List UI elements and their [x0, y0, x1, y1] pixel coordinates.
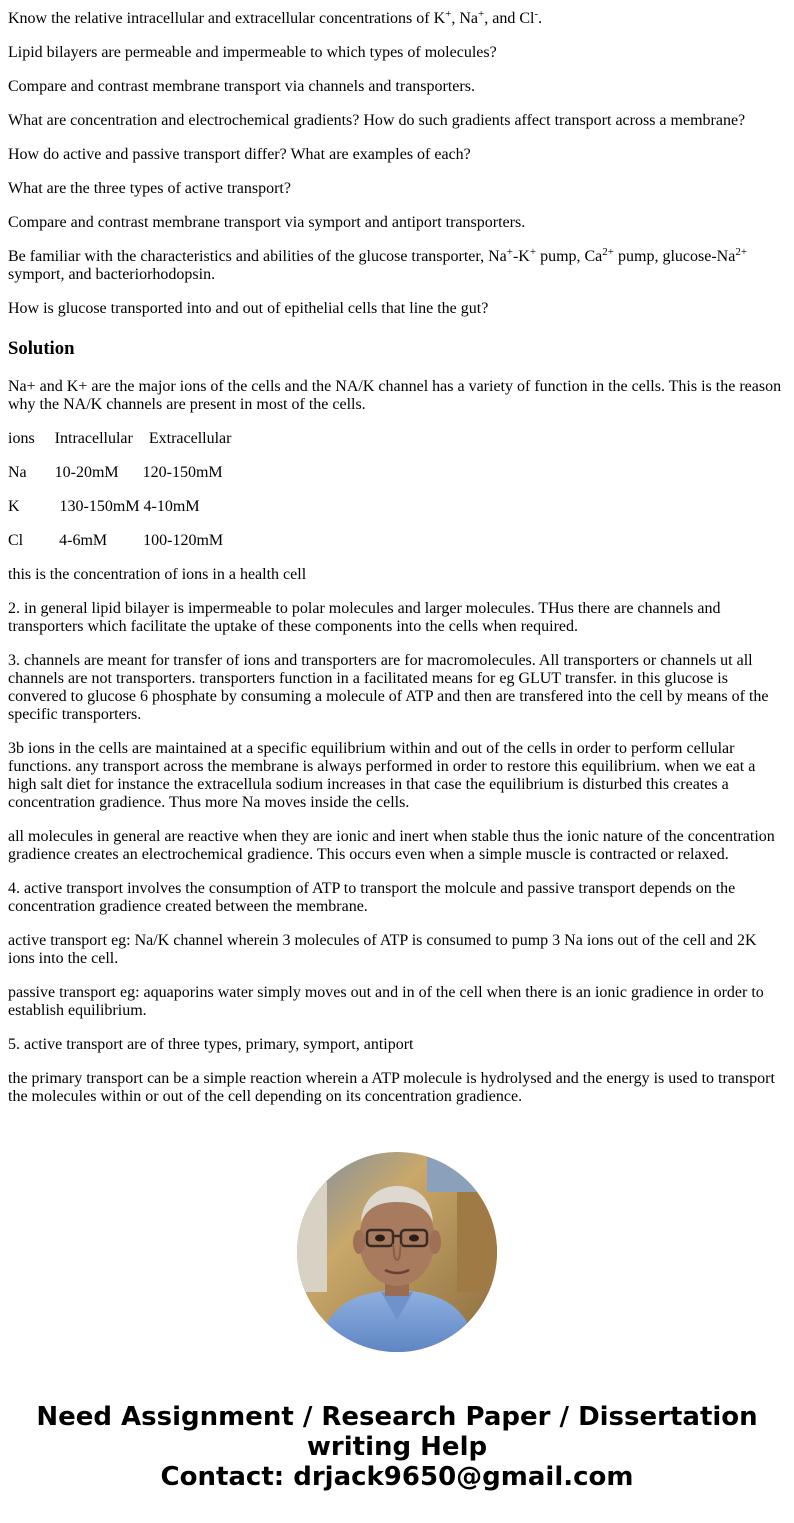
question-1-end: .: [538, 10, 543, 27]
answer-3c: all molecules in general are reactive when they are ionic and inert when stable thus the ionic nature of the concentration gradience creates an electrochemical gradience. This occurs even when a simple muscle is contracted or relaxed.: [8, 828, 775, 863]
question-3: Compare and contrast membrane transport via channels and transporters.: [8, 78, 475, 95]
ion-table-row-na: Na 10-20mM 120-150mM: [8, 464, 223, 481]
answer-4a: active transport eg: Na/K channel wherein 3 molecules of ATP is consumed to pump 3 Na ions out of the cell and 2K ions into the cell.: [8, 932, 757, 967]
solution-intro: Na+ and K+ are the major ions of the cells and the NA/K channel has a variety of function in the cells. This is the reason why the NA/K channels are present in most of the cells.: [8, 378, 782, 413]
question-8-text-4: pump, glucose-Na: [614, 248, 736, 265]
ion-table-row-cl: Cl 4-6mM 100-120mM: [8, 532, 224, 549]
question-1-text-cl: , and Cl: [484, 10, 535, 27]
question-8-text-5: symport, and bacteriorhodopsin.: [8, 266, 216, 283]
answer-4b: passive transport eg: aquaporins water simply moves out and in of the cell when there is an ionic gradience in order to establish equilibrium.: [8, 984, 764, 1019]
promo-contact: Contact: drjack9650@gmail.com: [160, 1462, 634, 1492]
ca-superscript: 2+: [602, 246, 614, 258]
question-7: Compare and contrast membrane transport via symport and antiport transporters.: [8, 214, 526, 231]
answer-3b: 3b ions in the cells are maintained at a specific equilibrium within and out of the cells in order to perform cellular functions. any transport across the membrane is always performed in order to restore this equilibrium. when we eat a high salt diet for instance the extracellula sodium increases in that case the equilibrium is disturbed this creates a concentration gradience. Thus more Na moves inside the cells.: [8, 740, 756, 811]
question-8: [8, 248, 786, 284]
question-5: How do active and passive transport differ? What are examples of each?: [8, 146, 471, 163]
ion-table-row-k: K 130-150mM 4-10mM: [8, 498, 200, 515]
tutor-photo: [297, 1152, 497, 1352]
promo-line-2: writing Help: [306, 1432, 488, 1462]
cl-superscript: -: [534, 8, 539, 20]
question-4: What are concentration and electrochemical gradients? How do such gradients affect transport across a membrane?: [8, 112, 746, 129]
promo-banner: [0, 1402, 794, 1492]
question-1-text-na: , Na: [451, 10, 479, 27]
na-2-superscript: 2+: [735, 246, 748, 258]
solution-heading: Solution: [8, 338, 75, 359]
question-9: How is glucose transported into and out of epithelial cells that line the gut?: [8, 300, 489, 317]
k-superscript: +: [445, 8, 452, 20]
answer-4: 4. active transport involves the consumption of ATP to transport the molcule and passive transport depends on the concentration gradience created between the membrane.: [8, 880, 736, 915]
ion-table-header: ions Intracellular Extracellular: [8, 430, 232, 447]
question-1-text: Know the relative intracellular and extracellular concentrations of K: [8, 10, 446, 27]
question-2: Lipid bilayers are permeable and impermeable to which types of molecules?: [8, 44, 497, 61]
na-superscript: +: [478, 8, 485, 20]
answer-5a: the primary transport can be a simple reaction wherein a ATP molecule is hydrolysed and the energy is used to transport the molecules within or out of the cell depending on its concentration gradience.: [8, 1070, 775, 1105]
answer-3: 3. channels are meant for transfer of ions and transporters are for macromolecules. All transporters or channels ut all channels are not transporters. transporters function in a facilitated means for eg GLUT transfer. in this glucose is convered to glucose 6 phosphate by consuming a molecule of ATP and then are transfered into the cell by means of the specific transporters.: [8, 652, 769, 723]
question-6: What are the three types of active transport?: [8, 180, 291, 197]
answer-2: 2. in general lipid bilayer is impermeable to polar molecules and larger molecules. THus there are channels and transporters which facilitate the uptake of these components into the cells when required.: [8, 600, 721, 635]
answer-5: 5. active transport are of three types, primary, symport, antiport: [8, 1036, 414, 1053]
question-8-text-1: Be familiar with the characteristics and abilities of the glucose transporter, Na: [8, 248, 507, 265]
promo-line-1: Need Assignment / Research Paper / Dissertation: [36, 1402, 758, 1432]
question-8-text-2: -K: [512, 248, 530, 265]
k-superscript: +: [529, 246, 537, 258]
question-1: [8, 10, 786, 28]
portrait-image: [297, 1152, 497, 1352]
question-8-text-3: pump, Ca: [536, 248, 603, 265]
na-superscript: +: [506, 246, 513, 258]
health-note: this is the concentration of ions in a health cell: [8, 566, 307, 583]
